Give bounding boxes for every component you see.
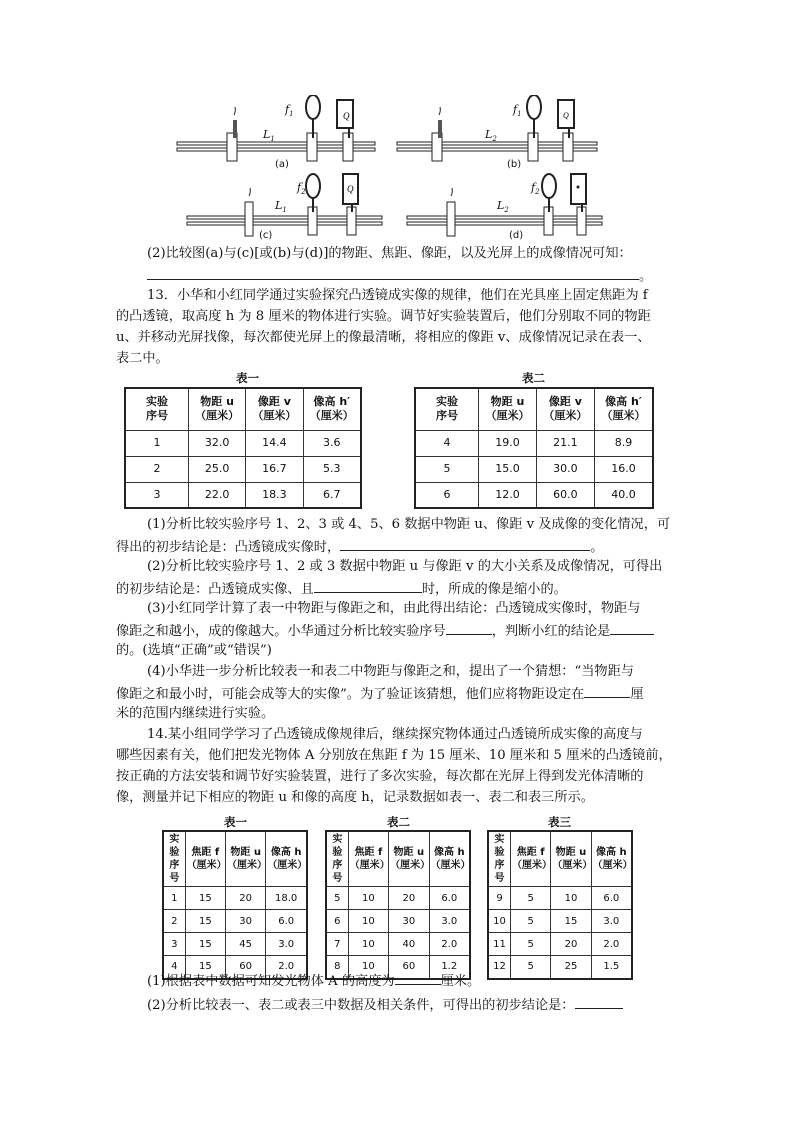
cell: 12 <box>488 956 511 979</box>
cell: 30.0 <box>536 456 594 482</box>
cell: 20 <box>551 933 591 956</box>
cell: 3.6 <box>303 430 361 456</box>
q14-table3 <box>487 830 633 980</box>
q13-p1-line2 <box>116 536 603 558</box>
q13-p1-line1: (1)分析比较实验序号 1、2、3 或 4、5、6 数据中物距 u、像距 v 及成像的变化情况，可 <box>147 517 671 532</box>
q13-p2-line2 <box>116 578 567 600</box>
text: 像距之和最小时，可能会成等大的实像”。为了验证该猜想，他们应将物距设定在 <box>116 687 585 702</box>
table-row <box>326 910 470 933</box>
text: 厘米。 <box>440 974 481 989</box>
cell: 16.0 <box>594 456 653 482</box>
q12-part2: (2)比较图(a)与(c)[或(b)与(d)]的物距、焦距、像距，以及光屏上的成像情况可知： <box>147 246 632 261</box>
cell: 20 <box>389 887 429 910</box>
q14-intro-1: 14.某小组同学学习了凸透镜成像规律后，继续探究物体通过凸透镜所成实像的高度与 <box>147 727 643 742</box>
cell: 15 <box>185 933 225 956</box>
cell: 30 <box>225 910 265 933</box>
cell: 3.0 <box>429 910 470 933</box>
table-row <box>488 887 632 910</box>
header-cell: 实验 序号 <box>488 831 511 887</box>
header-cell: 像高 h′ （厘米） <box>594 388 653 430</box>
cell: 25.0 <box>189 456 246 482</box>
table-row <box>163 933 307 956</box>
svg-text:Q: Q <box>347 184 354 194</box>
cell: 6 <box>415 482 479 508</box>
text: 像距之和越小，成的像越大。小华通过分析比较实验序号 <box>116 624 446 639</box>
q14-intro-4: 像，测量并记下相应的物距 u 和像的高度 h，记录数据如表一、表二和表三所示。 <box>116 790 594 805</box>
table-row <box>415 482 653 508</box>
lens-label: $f_2$ <box>297 181 306 197</box>
table-row <box>488 933 632 956</box>
cell: 22.0 <box>189 482 246 508</box>
table-row <box>326 933 470 956</box>
cell: 14.4 <box>246 430 303 456</box>
q12-answer-line <box>147 265 652 287</box>
cell: 45 <box>225 933 265 956</box>
cell: 6.7 <box>303 482 361 508</box>
header-cell: 物距 u （厘米） <box>479 388 537 430</box>
figure-caption: (d) <box>509 230 524 241</box>
cell: 2.0 <box>429 933 470 956</box>
answer-blank[interactable] <box>575 994 623 1009</box>
cell: 20 <box>225 887 265 910</box>
q13-intro-4: 表二中。 <box>116 351 169 366</box>
q13-p4-line1: (4)小华进一步分析比较表一和表二中物距与像距之和，提出了一个猜想：“当物距与 <box>147 664 634 679</box>
table-row <box>415 430 653 456</box>
header-cell: 像高 h （厘米） <box>591 831 632 887</box>
cell: 9 <box>488 887 511 910</box>
cell: 1 <box>125 430 189 456</box>
header-cell: 实验 序号 <box>125 388 189 430</box>
cell: 2.0 <box>591 933 632 956</box>
cell: 1.5 <box>591 956 632 979</box>
header-cell: 像高 h′ （厘米） <box>303 388 361 430</box>
cell: 60 <box>389 956 429 979</box>
header-cell: 像高 h （厘米） <box>429 831 470 887</box>
table-row <box>488 956 632 979</box>
table-row <box>415 456 653 482</box>
q14-table3-title: 表三 <box>548 815 571 829</box>
cell: 21.1 <box>536 430 594 456</box>
svg-text:Q: Q <box>343 111 350 121</box>
q13-p3-line3: 的。(选填“正确”或“错误”) <box>116 643 272 658</box>
period: 。 <box>590 540 604 555</box>
q13-table2 <box>414 387 654 509</box>
figure-a <box>175 95 385 170</box>
text: (1)根据表中数据可知发光物体 A 的高度为 <box>147 974 395 989</box>
cell: 11 <box>488 933 511 956</box>
cell: 6.0 <box>266 910 307 933</box>
cell: 2 <box>125 456 189 482</box>
cell: 3.0 <box>266 933 307 956</box>
answer-blank[interactable] <box>584 683 630 698</box>
table-row <box>326 887 470 910</box>
cell: 3 <box>125 482 189 508</box>
q13-p3-line1: (3)小红同学计算了表一中物距与像距之和，由此得出结论：凸透镜成实像时，物距与 <box>147 601 641 616</box>
header-cell: 实验 序号 <box>163 831 185 887</box>
figure-b <box>395 95 605 170</box>
answer-blank[interactable] <box>340 536 590 551</box>
header-cell: 物距 u （厘米） <box>189 388 246 430</box>
q14-p2 <box>147 994 623 1016</box>
figure-caption: (b) <box>507 159 522 170</box>
table-row <box>125 456 361 482</box>
cell: 30 <box>389 910 429 933</box>
cell: 2.0 <box>266 956 307 979</box>
answer-blank[interactable] <box>446 620 492 635</box>
cell: 6.0 <box>591 887 632 910</box>
cell: 40 <box>389 933 429 956</box>
cell: 32.0 <box>189 430 246 456</box>
header-cell: 像高 h （厘米） <box>266 831 307 887</box>
table-row <box>163 887 307 910</box>
cell: 10 <box>488 910 511 933</box>
cell: 1 <box>163 887 185 910</box>
header-cell: 物距 u （厘米） <box>551 831 591 887</box>
optical-bench-b-drawing <box>395 95 605 170</box>
cell: 18.0 <box>266 887 307 910</box>
cell: 10 <box>348 956 388 979</box>
cell: 25 <box>551 956 591 979</box>
cell: 19.0 <box>479 430 537 456</box>
cell: 5 <box>511 933 551 956</box>
table2-title: 表二 <box>522 371 545 385</box>
figure-c <box>185 172 385 244</box>
q13-intro-1: 13．小华和小红同学通过实验探究凸透镜成实像的规律，他们在光具座上固定焦距为 f <box>147 288 648 303</box>
cell: 6.0 <box>429 887 470 910</box>
track-label: $L_2$ <box>497 199 509 215</box>
cell: 5 <box>415 456 479 482</box>
figure-caption: (c) <box>259 230 273 241</box>
q14-intro-2: 哪些因素有关，他们把发光物体 A 分别放在焦距 f 为 15 厘米、10 厘米和 5 厘米的凸透镜前， <box>116 748 672 763</box>
cell: 60 <box>225 956 265 979</box>
cell: 15 <box>185 887 225 910</box>
text: ，判断小红的结论是 <box>491 624 611 639</box>
cell: 16.7 <box>246 456 303 482</box>
header-cell: 焦距 f （厘米） <box>511 831 551 887</box>
answer-blank[interactable] <box>610 620 654 635</box>
cell: 10 <box>348 933 388 956</box>
cell: 8.9 <box>594 430 653 456</box>
cell: 10 <box>551 887 591 910</box>
cell: 5.3 <box>303 456 361 482</box>
header-cell: 实验 序号 <box>415 388 479 430</box>
lens-label: $f_1$ <box>513 103 522 119</box>
table-row <box>125 482 361 508</box>
q14-intro-3: 按正确的方法安装和调节好实验装置，进行了多次实验，每次都在光屏上得到发光体清晰的 <box>116 769 644 784</box>
cell: 5 <box>326 887 348 910</box>
header-cell: 像距 v （厘米） <box>246 388 303 430</box>
cell: 8 <box>326 956 348 979</box>
q13-p4-line3: 米的范围内继续进行实验。 <box>116 706 275 721</box>
answer-blank[interactable] <box>314 578 422 593</box>
track-label: $L_2$ <box>485 128 497 144</box>
cell: 4 <box>415 430 479 456</box>
text: (2)分析比较表一、表二或表三中数据及相关条件，可得出的初步结论是： <box>147 998 575 1013</box>
q14-p1 <box>147 970 480 992</box>
cell: 10 <box>348 887 388 910</box>
svg-text:Q: Q <box>563 111 569 120</box>
cell: 5 <box>511 910 551 933</box>
cell: 6 <box>326 910 348 933</box>
cell: 60.0 <box>536 482 594 508</box>
header-cell: 像距 v （厘米） <box>536 388 594 430</box>
q13-intro-3: u、并移动光屏找像，每次都使光屏上的像最清晰，将相应的像距 v、成像情况记录在表一、 <box>116 330 651 345</box>
q14-table1 <box>162 830 308 980</box>
q13-p3-line2 <box>116 620 654 642</box>
text: 的初步结论是：凸透镜成实像、且 <box>116 582 314 597</box>
cell: 15.0 <box>479 456 537 482</box>
period: 。 <box>639 269 653 284</box>
cell: 4 <box>163 956 185 979</box>
cell: 3.0 <box>591 910 632 933</box>
header-cell: 焦距 f （厘米） <box>185 831 225 887</box>
figure-d <box>405 172 605 244</box>
cell: 2 <box>163 910 185 933</box>
figure-caption: (a) <box>275 159 289 170</box>
text: 厘 <box>630 687 644 702</box>
table-row <box>163 910 307 933</box>
q14-table2 <box>325 830 471 980</box>
header-cell: 物距 u （厘米） <box>225 831 265 887</box>
q13-intro-2: 的凸透镜，取高度 h 为 8 厘米的物体进行实验。调节好实验装置后，他们分别取不同的物距 <box>116 309 651 324</box>
cell: 5 <box>511 956 551 979</box>
cell: 1.2 <box>429 956 470 979</box>
cell: 7 <box>326 933 348 956</box>
q13-p4-line2 <box>116 683 644 705</box>
cell: 18.3 <box>246 482 303 508</box>
header-cell: 实验 序号 <box>326 831 348 887</box>
text: 时，所成的像是缩小的。 <box>421 582 567 597</box>
answer-blank[interactable] <box>147 265 639 280</box>
lens-label: $f_2$ <box>531 181 540 197</box>
header-cell: 焦距 f （厘米） <box>348 831 388 887</box>
lens-label: $f_1$ <box>285 103 294 119</box>
cell: 3 <box>163 933 185 956</box>
track-label: $L_1$ <box>275 199 287 215</box>
cell: 12.0 <box>479 482 537 508</box>
cell: 10 <box>348 910 388 933</box>
table1-title: 表一 <box>236 371 259 385</box>
q13-table1 <box>124 387 362 509</box>
q14-table2-title: 表二 <box>387 815 410 829</box>
text: 得出的初步结论是：凸透镜成实像时， <box>116 540 341 555</box>
q13-p2-line1: (2)分析比较实验序号 1、2 或 3 数据中物距 u 与像距 v 的大小关系及成像情况，可得出 <box>147 559 663 574</box>
cell: 15 <box>551 910 591 933</box>
q14-table1-title: 表一 <box>224 815 247 829</box>
header-cell: 物距 u （厘米） <box>389 831 429 887</box>
cell: 5 <box>511 887 551 910</box>
table-row <box>488 910 632 933</box>
track-label: $L_1$ <box>263 128 275 144</box>
cell: 15 <box>185 956 225 979</box>
cell: 15 <box>185 910 225 933</box>
cell: 40.0 <box>594 482 653 508</box>
answer-blank[interactable] <box>395 970 441 985</box>
table-row <box>125 430 361 456</box>
